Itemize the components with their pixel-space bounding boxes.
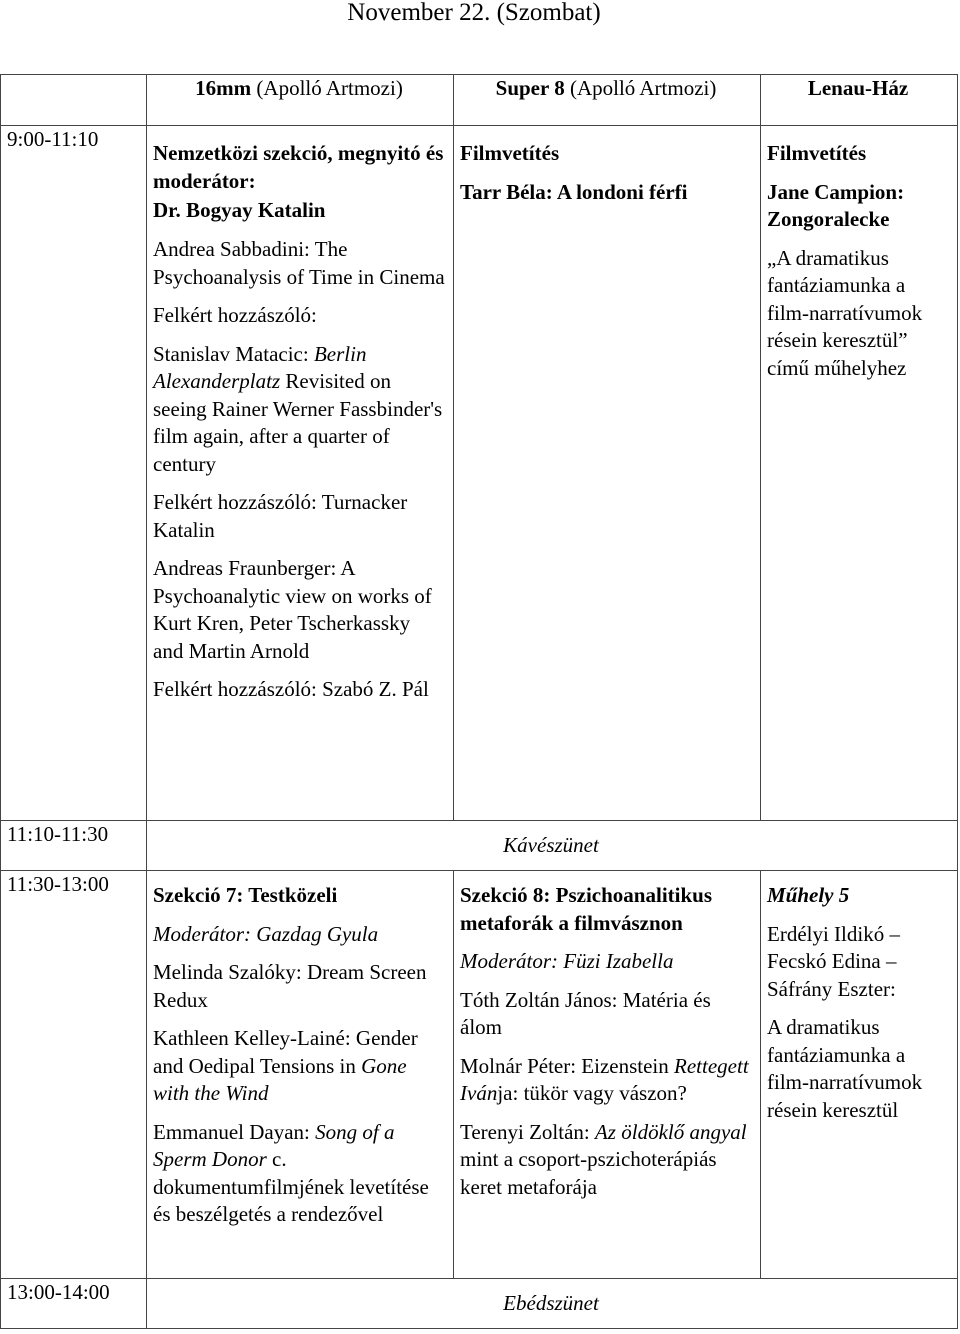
slot2-time: 11:30-13:00 xyxy=(1,871,147,1279)
break1-row xyxy=(1,821,958,871)
workshop-note: „A dramatikus fantáziamunka a film-narratívumok résein keresztül” című műhelyhez xyxy=(767,245,923,380)
slot2-lenau-cell xyxy=(761,871,958,1279)
header-time-cell xyxy=(1,75,147,126)
moderator: Moderátor: Füzi Izabella xyxy=(460,949,674,973)
talk: Andreas Fraunberger: A Psychoanalytic view on works of Kurt Kren, Peter Tscherkassky and Martin Arnold xyxy=(153,556,432,663)
talk: Emmanuel Dayan: Song of a Sperm Donor c. dokumentumfilmjének levetítése és beszélgetés a rendezővel xyxy=(153,1119,429,1226)
slot1-lenau-cell xyxy=(761,126,958,821)
slot2-row xyxy=(1,871,958,1279)
header-lenau: Lenau-Ház xyxy=(761,75,958,126)
break2-label: Ebédszünet xyxy=(147,1279,958,1329)
section-title: Szekció 7: Testközeli xyxy=(153,883,338,907)
moderator: Moderátor: Gazdag Gyula xyxy=(153,921,379,946)
talk: Stanislav Matacic: Berlin Alexanderplatz Revisited on seeing Rainer Werner Fassbinder's film again, after a quarter of century xyxy=(153,341,443,476)
film-title: Tarr Béla: A londoni férfi xyxy=(460,179,688,204)
break2-time: 13:00-14:00 xyxy=(1,1279,147,1329)
talk: Kathleen Kelley-Lainé: Gender and Oedipal Tensions in Gone with the Wind xyxy=(153,1026,418,1105)
moderator: Dr. Bogyay Katalin xyxy=(153,198,326,222)
break2-row xyxy=(1,1279,958,1329)
header-super8: Super 8 (Apolló Artmozi) xyxy=(454,75,761,126)
talk: Melinda Szalóky: Dream Screen Redux xyxy=(153,960,427,1012)
section-heading: Nemzetközi szekció, megnyitó és moderátor: xyxy=(153,141,444,193)
slot1-16mm-cell xyxy=(147,126,454,821)
screening-label: Filmvetítés xyxy=(767,141,867,165)
screening-label: Filmvetítés xyxy=(460,141,560,165)
respondent: Felkért hozzászóló: xyxy=(153,303,317,327)
section-title: Szekció 8: Pszichoanalitikus metaforák a filmvásznon xyxy=(460,883,713,935)
workshop-leaders: Erdélyi Ildikó – Fecskó Edina – Sáfrány Eszter: xyxy=(767,921,900,1001)
respondent: Felkért hozzászóló: Szabó Z. Pál xyxy=(153,677,429,701)
break1-label: Kávészünet xyxy=(147,821,958,871)
break1-time: 11:10-11:30 xyxy=(1,821,147,871)
respondent: Felkért hozzászóló: Turnacker Katalin xyxy=(153,490,408,542)
slot2-super8-cell xyxy=(454,871,761,1279)
slot2-16mm-cell xyxy=(147,871,454,1279)
header-row xyxy=(1,75,958,126)
talk: Tóth Zoltán János: Matéria és álom xyxy=(460,987,711,1039)
page-title: November 22. (Szombat) xyxy=(347,0,601,26)
schedule-table xyxy=(0,74,958,1329)
talk: Molnár Péter: Eizenstein Rettegett Ivánja: tükör vagy vászon? xyxy=(460,1053,749,1105)
film-title: Jane Campion: Zongoralecke xyxy=(767,179,905,231)
talk: Terenyi Zoltán: Az öldöklő angyal mint a csoport-pszichoterápiás keret metaforája xyxy=(460,1119,747,1199)
workshop-topic: A dramatikus fantáziamunka a film-narratívumok résein keresztül xyxy=(767,1015,923,1122)
slot1-row xyxy=(1,126,958,821)
slot1-time: 9:00-11:10 xyxy=(1,126,147,821)
header-16mm: 16mm (Apolló Artmozi) xyxy=(147,75,454,126)
slot1-super8-cell xyxy=(454,126,761,821)
talk: Andrea Sabbadini: The Psychoanalysis of Time in Cinema xyxy=(153,237,445,289)
workshop-title: Műhely 5 xyxy=(767,883,850,907)
